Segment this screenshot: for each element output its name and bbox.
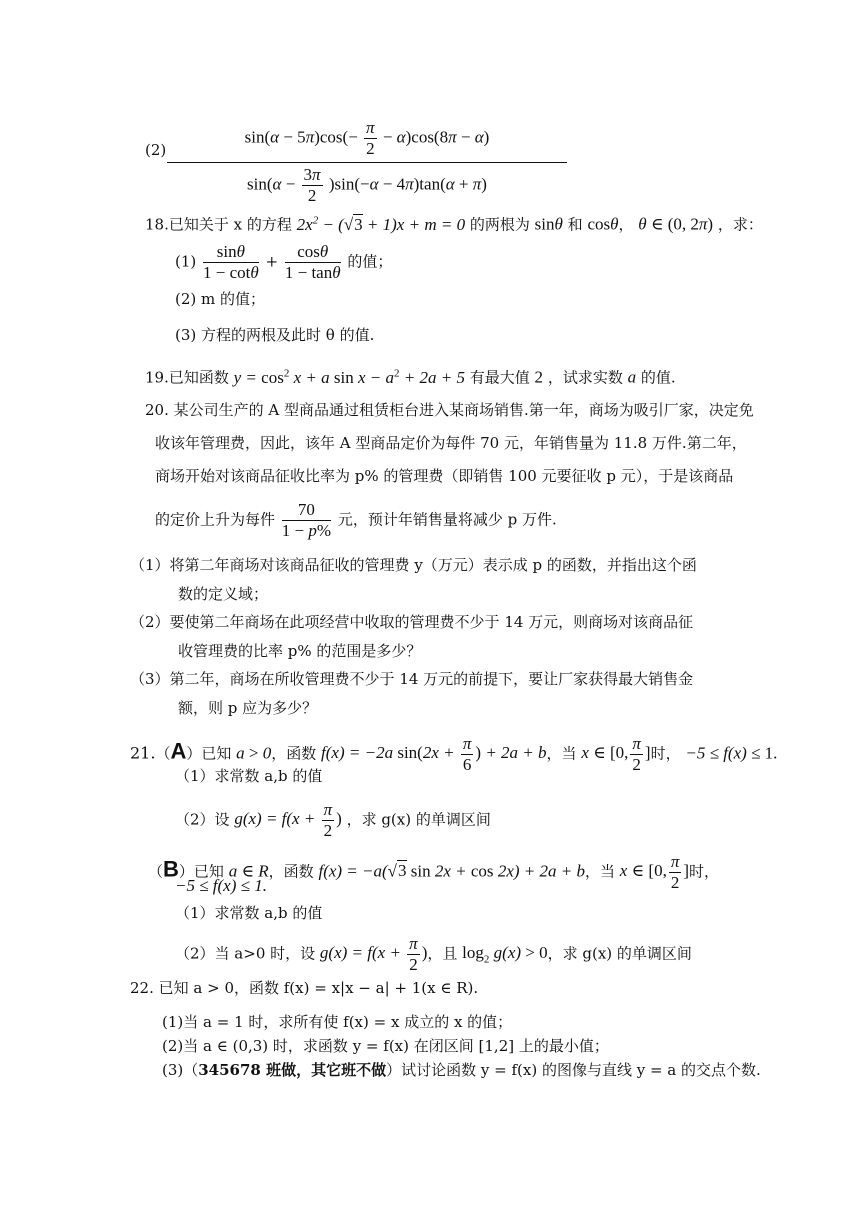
p22-q3-b: ）试讨论函数 y = f(x) 的图像与直线 y = a 的交点个数.: [386, 1061, 761, 1079]
p18-root2: cosθ: [587, 214, 619, 234]
p21-label-a: A: [170, 738, 187, 764]
p18-text: 18.已知关于 x 的方程: [145, 215, 292, 234]
p18-item3: (3) 方程的两根及此时 θ 的值.: [175, 326, 375, 344]
p22-q3: [162, 1060, 761, 1080]
p18-root1: sinθ: [534, 214, 563, 234]
p20-line2: 收该年管理费，因此，该年 A 型商品定价为每件 70 元，年销售量为 11.8 万件.第二年，: [155, 434, 747, 452]
p21a-q2-a: （2）设: [175, 810, 230, 829]
p19-function: $y = \cos^2 x + a$ $\sin x - a^2 + 2a + 5$: [233, 367, 465, 387]
p21b-text2: ，函数: [268, 862, 314, 881]
p22-q2: (2)当 a ∈ (0,3) 时，求函数 y = f(x) 在闭区间 [1,2] 上的最小值；: [162, 1037, 609, 1055]
p20-line3: 商场开始对该商品征收比率为 p% 的管理费（即销售 100 元要征收 p 元），于是该商品: [155, 467, 734, 485]
p21a-text3: ，当: [546, 744, 577, 763]
p18-item1: (1) $\frac{\sin\theta}{1 - \cot\theta}$ + $\frac{\cos\theta}{1 - \tan\theta}$ 的值；: [175, 242, 393, 282]
p21-number: 21.: [130, 743, 156, 763]
p18-equation: $2x^2 - (√3 + 1)x + m = 0$: [296, 214, 466, 234]
p18-domain: θ ∈ (0, 2π): [638, 214, 714, 234]
p21a-q1: （1）求常数 a,b 的值: [175, 767, 323, 785]
p20-line4-a: 的定价上升为每件: [155, 510, 276, 529]
p17-denominator: sin(α − $\frac{3\pi}{2}$ )sin(−α − 4π)tan(α + π): [247, 165, 487, 205]
p22-q1: (1)当 a = 1 时，求所有使 f(x) = x 成立的 x 的值；: [162, 1013, 513, 1031]
p21b-text4: 时，: [689, 862, 720, 881]
p21a-text4: 时，: [650, 744, 681, 763]
p18-text4: ，求：: [717, 215, 763, 234]
p21-part-a: 21.（A）已知 a > 0，函数 f(x) = −2a sin(2x + $\frac{\pi}{6}$ ) + 2a + b，当 x ∈ [0, $\frac{\pi}{2}$ ]时， −5 ≤ f(x) ≤ 1.: [130, 734, 778, 774]
p18-text3: 和: [567, 215, 583, 234]
p20-line1: 20. 某公司生产的 A 型商品通过租赁柜台进入某商场销售.第一年，商场为吸引厂家，决定免: [145, 401, 754, 419]
p22-q3-a: (3)（: [162, 1061, 199, 1079]
p21b-condition: −5 ≤ f(x) ≤ 1.: [175, 876, 267, 895]
p20-line4: 的定价上升为每件 $\frac{70}{1 - p\%}$ 元，预计年销售量将减少 p 万件.: [155, 500, 557, 540]
p19-text2: 有最大值: [469, 368, 530, 387]
p17-numerator: sin(α − 5π)cos(− $\frac{\pi}{2}$ − α)cos(8π − α): [167, 118, 567, 163]
p18-text2: 的两根为: [469, 215, 530, 234]
p20-line4-b: 元，预计年销售量将减少 p 万件.: [337, 510, 557, 529]
p21a-q2-b: ，求 g(x) 的单调区间: [346, 810, 491, 829]
p21b-q2-b: ，且: [427, 944, 458, 963]
p20-q3b: 额，则 p 应为多少？: [178, 699, 318, 717]
p18-item1-label: (1): [175, 252, 197, 271]
p22-stem: 22. 已知 a > 0，函数 f(x) = x|x − a| + 1(x ∈ R).: [130, 979, 479, 997]
p21a-q2: （2）设 g(x) = f(x + $\frac{\pi}{2}$ ) ，求 g(x) 的单调区间: [175, 800, 491, 840]
p21a-text1: ）已知: [186, 744, 232, 763]
p21b-text1: ）已知: [178, 862, 224, 881]
p21b-q2: （2）当 a>0 时，设 g(x) = f(x + $\frac{\pi}{2}$ )，且 $\log_2 g(x) > 0$，求 g(x) 的单调区间: [175, 934, 692, 974]
p17-label: (2): [145, 141, 167, 159]
p20-q2b: 收管理费的比率 p% 的范围是多少？: [178, 642, 422, 660]
p20-q1a: （1）将第二年商场对该商品征收的管理费 y（万元）表示成 p 的函数，并指出这个函: [130, 556, 697, 574]
p20-q1b: 数的定义域；: [178, 585, 269, 603]
p21b-q2-c: ，求 g(x) 的单调区间: [547, 944, 692, 963]
p19-text3: ，试求实数: [547, 368, 623, 387]
p20-q2a: （2）要使第二年商场在此项经营中收取的管理费不少于 14 万元，则商场对该商品征: [130, 613, 694, 631]
p20-q3a: （3）第二年，商场在所收管理费不少于 14 万元的前提下，要让厂家获得最大销售金: [130, 670, 694, 688]
p21a-text2: ，函数: [271, 744, 317, 763]
p22-q3-bold: 345678 班做，其它班不做: [198, 1061, 387, 1079]
p21b-q2-a: （2）当 a>0 时，设: [175, 944, 316, 963]
p21b-q1: （1）求常数 a,b 的值: [175, 904, 323, 922]
p19-text4: 的值.: [640, 368, 676, 387]
p19-stem: 19.已知函数 $y = \cos^2 x + a$ $\sin x - a^2 + 2a + 5$ 有最大值 2 ，试求实数 a 的值.: [145, 367, 676, 387]
p21b-text3: ，当: [584, 862, 615, 881]
p19-text: 19.已知函数: [145, 368, 229, 387]
p21-label-b: B: [163, 856, 179, 882]
p18-stem: 18.已知关于 x 的方程 $2x^2 - (√3 + 1)x + m = 0$ 的两根为 sinθ 和 cosθ， θ ∈ (0, 2π) ，求：: [145, 214, 763, 234]
p21-part-b: （B）已知 a ∈ R，函数 f(x) = −a(√3 sin 2x + cos 2x) + 2a + b，当 x ∈ [0, $\frac{\pi}{2}$ ]时，: [148, 852, 720, 892]
p18-item2: (2) m 的值；: [175, 290, 266, 308]
p18-item1-tail: 的值；: [347, 252, 393, 271]
